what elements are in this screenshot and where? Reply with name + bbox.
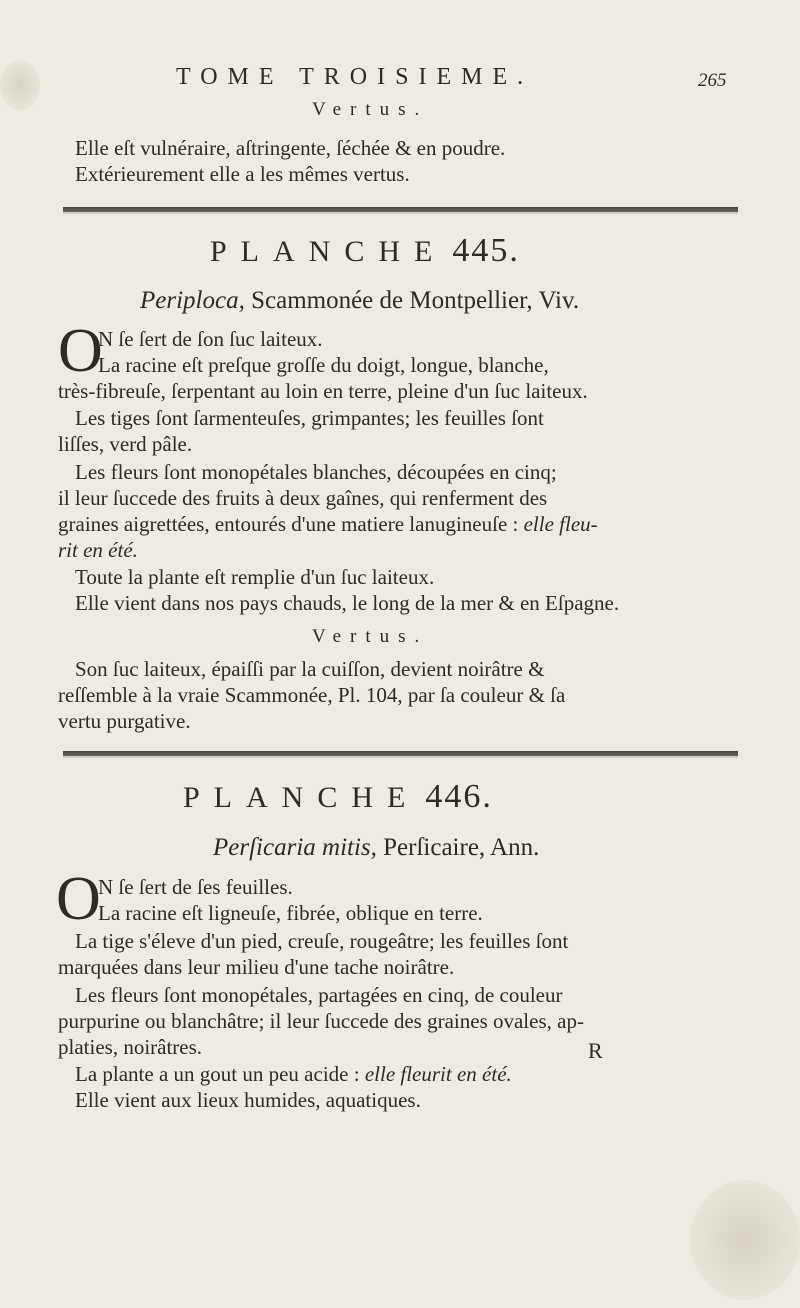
text-line: La tige s'éleve d'un pied, creuſe, rougeâtre; les feuilles ſont (75, 929, 569, 953)
text-line: platies, noirâtres. (58, 1035, 203, 1059)
planche-title: PLANCHE (183, 781, 420, 814)
paper-stain (690, 1180, 800, 1300)
text-line: Elle vient aux lieux humides, aquatiques. (75, 1088, 421, 1112)
planche-heading (210, 232, 520, 269)
text-line: Elle eſt vulnéraire, aſtringente, ſéchée & en poudre. (75, 136, 506, 160)
section-divider (63, 207, 738, 214)
text-line: très-fibreuſe, ſerpentant au loin en terre, pleine d'un ſuc laiteux. (58, 379, 588, 403)
text-line (75, 1061, 512, 1087)
text-line: liſſes, verd pâle. (58, 432, 193, 456)
text-line: Les tiges ſont ſarmenteuſes, grimpantes; les feuilles ſont (75, 406, 544, 430)
paper-stain (0, 60, 40, 110)
text-line: Les fleurs ſont monopétales, partagées en cinq, de couleur (75, 983, 563, 1007)
plant-name (213, 833, 539, 863)
plant-french-name: Scammonée de Montpellier, Viv. (244, 287, 580, 314)
planche-title: PLANCHE (210, 235, 447, 268)
drop-cap: O (58, 317, 103, 385)
text-line: vertu purgative. (58, 709, 191, 733)
running-header: TOME TROISIEME. (176, 64, 534, 90)
text-line: Toute la plante eſt remplie d'un ſuc laiteux. (75, 565, 435, 589)
plant-latin-name: Periploca, (140, 287, 245, 314)
text-line: Son ſuc laiteux, épaiſſi par la cuiſſon, devient noirâtre & (75, 657, 545, 681)
text-line: N ſe ſert de ſes feuilles. (98, 875, 293, 899)
text-line: marquées dans leur milieu d'une tache noirâtre. (58, 955, 455, 979)
page-number: 265 (698, 70, 727, 91)
drop-cap: O (56, 865, 101, 933)
text-line: La racine eſt ligneuſe, fibrée, oblique en terre. (98, 901, 483, 925)
flowering-note: elle fleurit en été. (364, 1062, 512, 1086)
text-fragment: graines aigrettées, entourés d'une matiere lanugineuſe : (58, 512, 519, 536)
planche-number: 445. (452, 232, 520, 269)
text-line (58, 511, 598, 537)
plant-latin-name: Perſicaria mitis, (213, 834, 377, 861)
flowering-note: rit en été. (58, 538, 138, 562)
plant-name (140, 286, 579, 316)
planche-heading (183, 778, 493, 815)
text-line: reſſemble à la vraie Scammonée, Pl. 104, par ſa couleur & ſa (58, 683, 566, 707)
text-line: purpurine ou blanchâtre; il leur ſuccede des graines ovales, ap- (58, 1009, 584, 1033)
text-line: N ſe ſert de ſon ſuc laiteux. (98, 327, 323, 351)
text-line: Elle vient dans nos pays chauds, le long de la mer & en Eſpagne. (75, 591, 620, 615)
vertus-heading: Vertus. (312, 99, 429, 120)
flowering-note: elle fleu- (523, 512, 598, 536)
plant-french-name: Perſicaire, Ann. (376, 834, 540, 861)
signature-mark: R (588, 1038, 603, 1063)
text-line: Extérieurement elle a les mêmes vertus. (75, 162, 410, 186)
planche-number: 446. (425, 778, 493, 815)
text-line: La racine eſt preſque groſſe du doigt, longue, blanche, (98, 353, 549, 377)
vertus-heading: Vertus. (312, 626, 429, 647)
text-line: Les fleurs ſont monopétales blanches, découpées en cinq; (75, 460, 557, 484)
text-fragment: La plante a un gout un peu acide : (75, 1062, 360, 1086)
text-line: il leur ſuccede des fruits à deux gaînes, qui renferment des (58, 486, 548, 510)
section-divider (63, 751, 738, 758)
